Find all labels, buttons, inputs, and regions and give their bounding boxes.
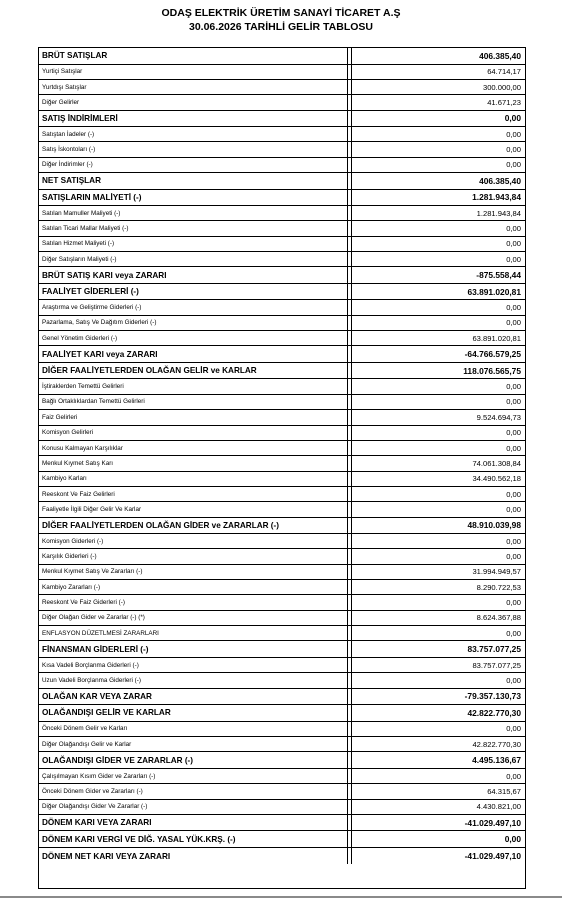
- line-item-row: [39, 206, 525, 221]
- line-item-label: Reeskont Ve Faiz Gelirleri: [39, 487, 348, 502]
- line-item-value: 0,00: [352, 487, 525, 502]
- line-item-row: [39, 784, 525, 799]
- line-item-row: [39, 316, 525, 331]
- line-item-label: Bağlı Ortaklıklardan Temettü Gelirleri: [39, 395, 348, 410]
- section-value: 1.281.943,84: [352, 190, 525, 207]
- line-item-value: 0,00: [352, 252, 525, 267]
- line-item-value: 0,00: [352, 395, 525, 410]
- line-item-value: 9.524.694,73: [352, 410, 525, 425]
- line-item-row: [39, 331, 525, 346]
- line-item-label: Komisyon Gelirleri: [39, 426, 348, 441]
- line-item-row: [39, 487, 525, 502]
- line-item-row: [39, 221, 525, 236]
- line-item-label: Kısa Vadeli Borçlanma Giderleri (-): [39, 658, 348, 673]
- section-row: [39, 641, 525, 658]
- section-value: 118.076.565,75: [352, 363, 525, 380]
- report-title: 30.06.2026 TARİHLİ GELİR TABLOSU: [189, 21, 373, 33]
- line-item-label: İştiraklerden Temettü Gelirleri: [39, 379, 348, 394]
- section-value: 48.910.039,98: [352, 518, 525, 535]
- line-item-row: [39, 426, 525, 441]
- line-item-label: Satıştan İadeler (-): [39, 127, 348, 142]
- section-row: [39, 705, 525, 722]
- line-item-value: 41.671,23: [352, 95, 525, 110]
- line-item-value: 0,00: [352, 221, 525, 236]
- line-item-value: 0,00: [352, 127, 525, 142]
- line-item-value: 64.714,17: [352, 65, 525, 80]
- line-item-value: 0,00: [352, 534, 525, 549]
- line-item-row: [39, 252, 525, 267]
- line-item-label: Çalışılmayan Kısım Gider ve Zararları (-): [39, 769, 348, 784]
- line-item-row: [39, 658, 525, 673]
- line-item-value: 42.822.770,30: [352, 737, 525, 752]
- section-row: [39, 267, 525, 284]
- section-value: -41.029.497,10: [464, 851, 521, 862]
- section-label: OLAĞANDIŞI GELİR VE KARLAR: [39, 705, 348, 722]
- line-item-label: Diğer Olağandışı Gider Ve Zararlar (-): [39, 800, 348, 815]
- line-item-label: Yurtdışı Satışlar: [39, 80, 348, 95]
- line-item-value: 0,00: [352, 237, 525, 252]
- line-item-label: Reeskont Ve Faiz Giderleri (-): [39, 595, 348, 610]
- line-item-row: [39, 595, 525, 610]
- line-item-label: Komisyon Giderleri (-): [39, 534, 348, 549]
- section-label: SATIŞ İNDİRİMLERİ: [39, 111, 348, 128]
- section-label: FAALİYET GİDERLERİ (-): [39, 284, 348, 301]
- line-item-row: [39, 410, 525, 425]
- line-item-row: [39, 472, 525, 487]
- line-item-value: 0,00: [352, 722, 525, 737]
- line-item-value: 0,00: [352, 426, 525, 441]
- line-item-label: Pazarlama, Satış Ve Dağıtım Giderleri (-): [39, 316, 348, 331]
- line-item-row: [39, 65, 525, 80]
- line-item-row: [39, 80, 525, 95]
- company-name: ODAŞ ELEKTRİK ÜRETİM SANAYİ TİCARET A.Ş: [161, 7, 401, 19]
- line-item-row: [39, 580, 525, 595]
- line-item-label: Diğer İndirimler (-): [39, 158, 348, 173]
- line-item-row: [39, 142, 525, 157]
- page-bottom-divider: [0, 896, 562, 898]
- section-label: OLAĞANDIŞI GİDER VE ZARARLAR (-): [39, 752, 348, 769]
- section-value: 0,00: [352, 111, 525, 128]
- line-item-row: [39, 95, 525, 110]
- section-row: [39, 48, 525, 65]
- line-item-label: Diğer Gelirler: [39, 95, 348, 110]
- section-value: 42.822.770,30: [352, 705, 525, 722]
- section-label: DÖNEM NET KARI VEYA ZARARI: [39, 848, 348, 865]
- section-row: [39, 346, 525, 363]
- section-value: 83.757.077,25: [352, 641, 525, 658]
- line-item-value: 4.430.821,00: [352, 800, 525, 815]
- line-item-value: 0,00: [352, 300, 525, 315]
- section-label: DÖNEM KARI VEYA ZARARI: [39, 815, 348, 832]
- section-label: FİNANSMAN GİDERLERİ (-): [39, 641, 348, 658]
- line-item-label: Satılan Ticari Mallar Maliyeti (-): [39, 221, 348, 236]
- section-label: SATIŞLARIN MALİYETİ (-): [39, 190, 348, 207]
- line-item-row: [39, 441, 525, 456]
- income-statement-table: [38, 47, 526, 889]
- section-value: 63.891.020,81: [352, 284, 525, 301]
- section-row: [39, 689, 525, 706]
- line-item-value: 0,00: [352, 142, 525, 157]
- line-item-label: Satılan Hizmet Maliyeti (-): [39, 237, 348, 252]
- line-item-row: [39, 800, 525, 815]
- line-item-value: 0,00: [352, 502, 525, 517]
- line-item-row: [39, 395, 525, 410]
- line-item-label: Diğer Olağandışı Gelir ve Karlar: [39, 737, 348, 752]
- line-item-value: 0,00: [352, 626, 525, 641]
- section-row: [39, 831, 525, 848]
- line-item-row: [39, 127, 525, 142]
- section-value: 406.385,40: [352, 173, 525, 190]
- line-item-label: Menkul Kıymet Satış Karı: [39, 456, 348, 471]
- line-item-value: 63.891.020,81: [352, 331, 525, 346]
- line-item-value: 31.994.949,57: [352, 565, 525, 580]
- line-item-label: Konusu Kalmayan Karşılıklar: [39, 441, 348, 456]
- line-item-row: [39, 722, 525, 737]
- line-item-value: 8.624.367,88: [352, 611, 525, 626]
- line-item-row: [39, 379, 525, 394]
- line-item-label: Diğer Satışların Maliyeti (-): [39, 252, 348, 267]
- line-item-value: 0,00: [352, 379, 525, 394]
- line-item-row: [39, 502, 525, 517]
- report-header: [0, 6, 562, 34]
- line-item-row: [39, 673, 525, 688]
- section-row: [39, 284, 525, 301]
- line-item-row: [39, 237, 525, 252]
- line-item-value: 0,00: [352, 549, 525, 564]
- section-label: DİĞER FAALİYETLERDEN OLAĞAN GELİR ve KARLAR: [39, 363, 348, 380]
- line-item-row: [39, 626, 525, 641]
- line-item-row: [39, 549, 525, 564]
- line-item-value: 0,00: [352, 769, 525, 784]
- line-item-value: 34.490.562,18: [352, 472, 525, 487]
- line-item-label: ENFLASYON DÜZETLMESİ ZARARLARI: [39, 626, 348, 641]
- section-row: [39, 111, 525, 128]
- section-label: DİĞER FAALİYETLERDEN OLAĞAN GİDER ve ZARARLAR (-): [39, 518, 348, 535]
- line-item-label: Yurtiçi Satışlar: [39, 65, 348, 80]
- section-row: [39, 815, 525, 832]
- section-row: [39, 518, 525, 535]
- line-item-label: Satılan Mamuller Maliyeti (-): [39, 206, 348, 221]
- line-item-row: [39, 300, 525, 315]
- section-value: -41.029.497,10: [352, 815, 525, 832]
- line-item-row: [39, 611, 525, 626]
- line-item-row: [39, 534, 525, 549]
- line-item-value: 0,00: [352, 673, 525, 688]
- line-item-label: Faaliyetle İlgili Diğer Gelir Ve Karlar: [39, 502, 348, 517]
- section-row: [39, 190, 525, 207]
- line-item-label: Satış İskontoları (-): [39, 142, 348, 157]
- section-label: BRÜT SATIŞLAR: [39, 48, 348, 65]
- line-item-label: Araştırma ve Geliştirme Giderleri (-): [39, 300, 348, 315]
- section-value: -64.766.579,25: [352, 346, 525, 363]
- line-item-row: [39, 158, 525, 173]
- section-value: 4.495.136,67: [352, 752, 525, 769]
- line-item-label: Diğer Olağan Gider ve Zararlar (-) (*): [39, 611, 348, 626]
- section-row: [39, 363, 525, 380]
- line-item-value: 8.290.722,53: [352, 580, 525, 595]
- section-label: NET SATIŞLAR: [39, 173, 348, 190]
- line-item-value: 64.315,67: [352, 784, 525, 799]
- section-value: 406.385,40: [352, 48, 525, 65]
- section-row: [39, 752, 525, 769]
- line-item-value: 83.757.077,25: [352, 658, 525, 673]
- section-value: -875.558,44: [352, 267, 525, 284]
- section-label: BRÜT SATIŞ KARI veya ZARARI: [39, 267, 348, 284]
- section-value: -79.357.130,73: [352, 689, 525, 706]
- line-item-row: [39, 456, 525, 471]
- line-item-value: 1.281.943,84: [352, 206, 525, 221]
- line-item-value: 74.061.308,84: [352, 456, 525, 471]
- line-item-value: 0,00: [352, 316, 525, 331]
- line-item-label: Önceki Dönem Gider ve Zararları (-): [39, 784, 348, 799]
- line-item-row: [39, 737, 525, 752]
- line-item-value: 0,00: [352, 158, 525, 173]
- line-item-row: [39, 565, 525, 580]
- line-item-value: 300.000,00: [352, 80, 525, 95]
- line-item-label: Genel Yönetim Giderleri (-): [39, 331, 348, 346]
- line-item-label: Faiz Gelirleri: [39, 410, 348, 425]
- section-row: [39, 848, 525, 865]
- line-item-label: Önceki Dönem Gelir ve Karları: [39, 722, 348, 737]
- line-item-label: Kambiyo Karları: [39, 472, 348, 487]
- section-label: OLAĞAN KAR VEYA ZARAR: [39, 689, 348, 706]
- line-item-label: Uzun Vadeli Borçlanma Giderleri (-): [39, 673, 348, 688]
- line-item-row: [39, 769, 525, 784]
- line-item-value: 0,00: [352, 595, 525, 610]
- section-label: DÖNEM KARI VERGİ VE DİĞ. YASAL YÜK.KRŞ. (-): [39, 831, 348, 848]
- section-value: 0,00: [352, 831, 525, 848]
- line-item-label: Karşılık Giderleri (-): [39, 549, 348, 564]
- line-item-label: Kambiyo Zararları (-): [39, 580, 348, 595]
- line-item-label: Menkul Kıymet Satış Ve Zararları (-): [39, 565, 348, 580]
- section-label: FAALİYET KARI veya ZARARI: [39, 346, 348, 363]
- section-row: [39, 173, 525, 190]
- line-item-value: 0,00: [352, 441, 525, 456]
